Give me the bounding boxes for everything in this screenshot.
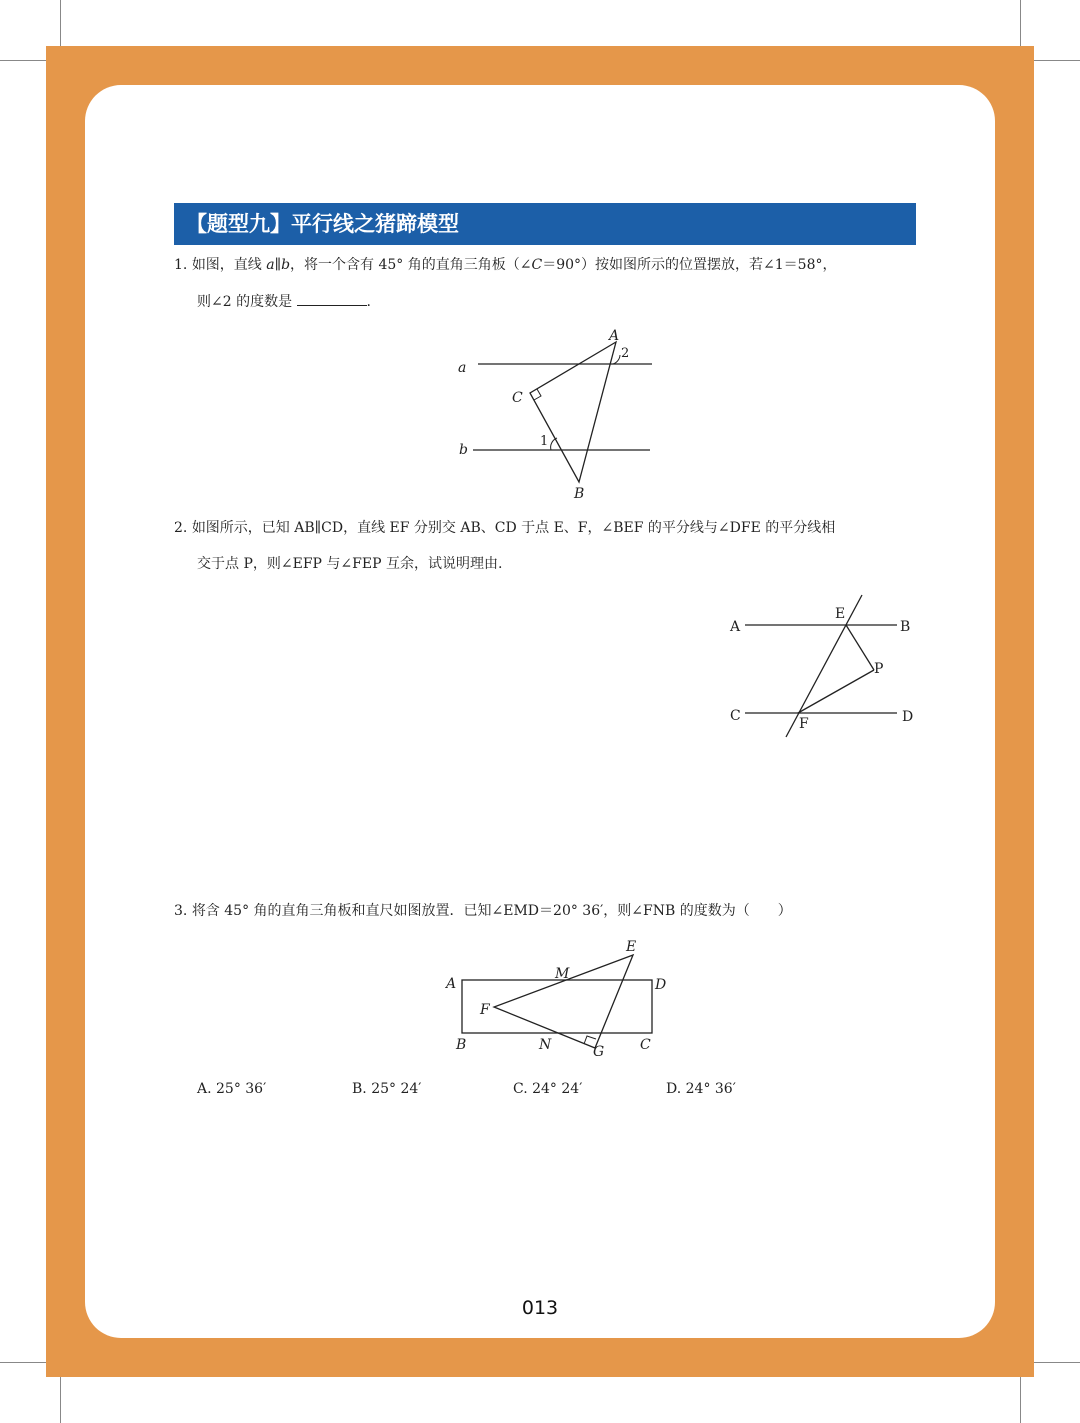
option-a[interactable]: A. 25° 36′ [197,1081,267,1097]
q1-line2 [197,291,371,312]
label-1: 1 [540,434,549,449]
q3-number: 3. [174,903,188,919]
label-C: C [730,708,741,724]
option-b[interactable]: B. 25° 24′ [352,1081,422,1097]
triangle [530,342,616,482]
crop-mark [0,1362,46,1363]
q1-number: 1. [174,257,188,273]
crop-mark [0,60,46,61]
q3-figure [440,935,675,1065]
label-P: P [874,661,884,677]
q2-text: 交于点 P，则∠EFP 与∠FEP 互余，试说明理由. [197,556,503,572]
crop-mark [1034,60,1080,61]
label-A: A [609,328,620,344]
crop-mark [1034,1362,1080,1363]
label-a: a [458,360,467,376]
label-D: D [902,709,914,725]
label-E: E [835,606,846,622]
q1-question: 则∠2 的度数是 [197,294,293,310]
q2-figure [725,590,920,740]
crop-mark [60,1377,61,1423]
label-F: F [480,1002,490,1018]
label-F: F [799,716,809,732]
label-E: E [626,939,637,955]
right-angle-mark [584,1036,596,1044]
line-EF [786,595,862,737]
label-C: C [640,1037,651,1053]
q1-parallel: a∥b [266,257,291,273]
q2-number: 2. [174,520,188,536]
label-B: B [456,1037,467,1053]
q1-text: ＝90°）按如图所示的位置摆放，若∠1＝58°， [542,257,837,273]
q2-line1 [174,518,835,538]
answer-blank [297,291,367,306]
q3-line1 [174,901,792,921]
label-A: A [446,976,457,992]
option-c[interactable]: C. 24° 24′ [513,1081,583,1097]
section-title-banner: 【题型九】平行线之猪蹄模型 [174,203,916,245]
angle-2-arc [613,355,620,364]
q1-text: ，将一个含有 45° 角的直角三角板（∠ [290,257,532,273]
q1-figure [450,325,665,505]
q1-line1 [174,255,836,275]
crop-mark [1020,1377,1021,1423]
q2-line2 [197,554,502,574]
label-B: B [574,486,585,502]
segment-FP [798,670,874,713]
crop-mark [1020,0,1021,46]
q3-text: 将含 45° 角的直角三角板和直尺如图放置．已知∠EMD＝20° 36′，则∠FNB 的度数为（ ） [191,903,792,919]
ruler-rect [462,980,652,1033]
q1-period: . [366,294,371,310]
label-N: N [539,1037,552,1053]
option-d[interactable]: D. 24° 36′ [666,1081,736,1097]
segment-EP [846,625,874,670]
q1-text: 如图，直线 [191,257,267,273]
page-number: 013 [521,1297,559,1319]
label-A: A [730,619,741,635]
label-2: 2 [621,346,630,361]
label-b: b [459,442,468,458]
q2-text: 如图所示，已知 AB∥CD，直线 EF 分别交 AB、CD 于点 E、F，∠BEF 的平分线与∠DFE 的平分线相 [191,520,836,536]
label-D: D [655,977,667,993]
label-M: M [555,966,570,982]
q1-angle-c: C [531,257,543,273]
label-B: B [900,619,911,635]
crop-mark [60,0,61,46]
label-C: C [512,390,523,406]
label-G: G [593,1044,605,1060]
